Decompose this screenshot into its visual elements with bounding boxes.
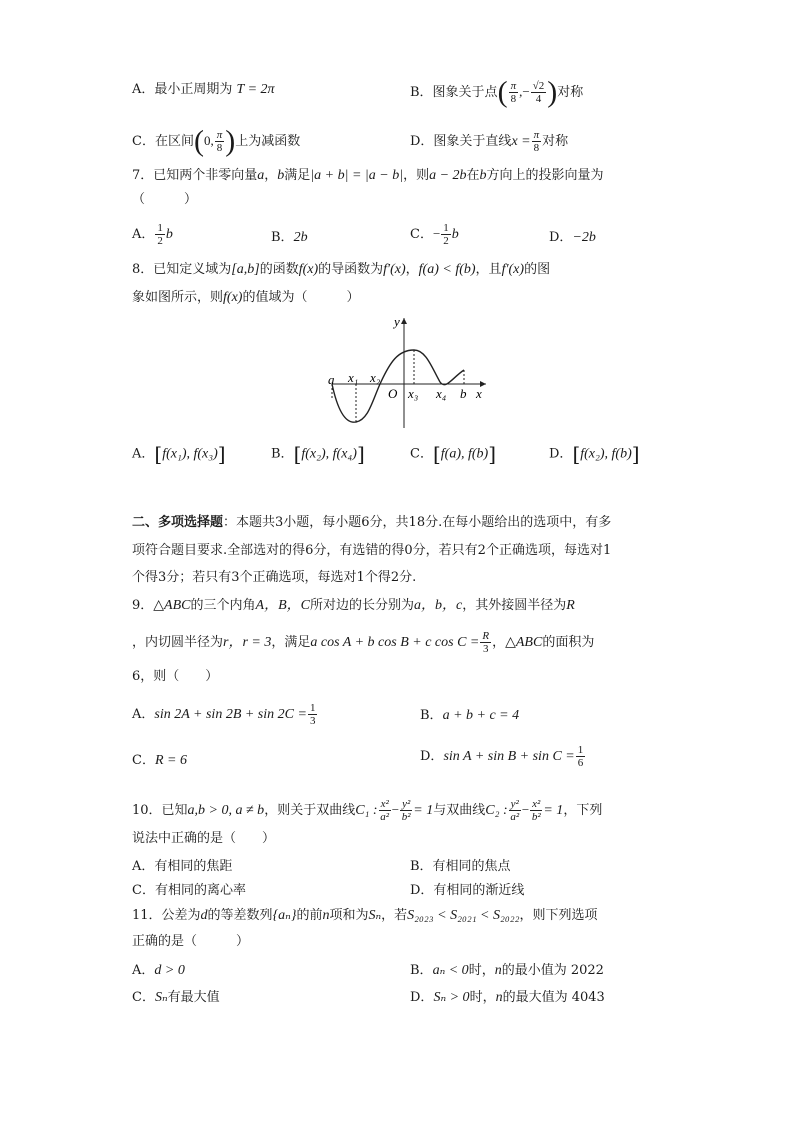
q10-option-c: C．有相同的离心率 xyxy=(132,883,246,898)
option-label: D．图象关于直线 xyxy=(410,134,512,149)
q10-line2: 说法中正确的是（ ） xyxy=(132,831,276,846)
q11-option-b: B．aₙ < 0时，n的最小值为 2022 xyxy=(410,963,604,978)
q8-option-d: D．[f(x₂), f(b)] xyxy=(549,442,640,466)
q9-line1: 9．△ABC的三个内角A，B，C所对边的长分别为a，b，c，其外接圆半径为R xyxy=(132,598,575,613)
q6-option-d: D．图象关于直线x = $\frac{\pi}{8}$ 对称 xyxy=(410,129,569,154)
right-paren: ) xyxy=(547,75,558,109)
origin-label: O xyxy=(388,386,398,401)
q7-option-c: C．− $\frac{1}{2}$ b xyxy=(410,222,459,247)
fraction: $\frac{√2}{4}$ xyxy=(532,80,545,105)
b-label: b xyxy=(460,386,467,401)
section2-line3: 个得3分；若只有3个正确选项，每选对1个得2分. xyxy=(132,570,417,585)
q9-option-b: B．a + b + c = 4 xyxy=(420,708,520,723)
q9-line3: 6，则（ ） xyxy=(132,669,219,684)
q11-option-c: C．Sₙ有最大值 xyxy=(132,990,220,1005)
section2-line2: 项符合题目要求.全部选对的得6分，有选错的得0分，若只有2个正确选项，每选对1 xyxy=(132,543,612,558)
a-label: a xyxy=(328,372,335,387)
y-label: y xyxy=(394,314,400,329)
derivative-graph xyxy=(318,312,493,432)
fraction: $\frac{\pi}{8}$ xyxy=(216,129,223,154)
q6-option-b: B．图象关于点( $\frac{\pi}{8}$ ,− $\frac{√2}{4}$ )对称 xyxy=(410,75,584,109)
q7-option-d: D．−2b xyxy=(549,230,596,245)
x-label: x xyxy=(476,386,482,401)
q9-line2: ，内切圆半径为r，r = 3，满足a cos A + b cos B + c cos C = $\frac{R}{3}$ ，△ABC的面积为 xyxy=(132,630,595,655)
q6-option-c: C．在区间(0, $\frac{\pi}{8}$ )上为减函数 xyxy=(132,124,301,158)
option-label: A．最小正周期为 xyxy=(132,82,233,97)
q11-option-a: A．d > 0 xyxy=(132,963,185,978)
q11-line1: 11．公差为d的等差数列{aₙ}的前n项和为Sₙ，若S₂₀₂₃ < S₂₀₂₁ < S₂₀₂₂，则下列选项 xyxy=(132,908,598,923)
q7-option-b: B．2b xyxy=(271,230,308,245)
x3-label: x₃ xyxy=(408,386,419,401)
q10-option-d: D．有相同的渐近线 xyxy=(410,883,525,898)
q10-line1: 10．已知a,b > 0, a ≠ b，则关于双曲线C₁ : $\frac{\text{x²}}{\text{a²}}$ − $\frac{\text{y²}}{\text{b²}}$ = 1与双曲线C₂ : $\frac{\text{y²}}{\text{a²}}$ − $\frac{\text{x²}}{\text{b²}}$ = 1，下列 xyxy=(132,798,603,823)
option-label: C．在区间 xyxy=(132,134,194,149)
math-expr: T = 2π xyxy=(236,82,275,97)
x4-label: x₄ xyxy=(436,386,447,401)
q7-stem: 7．已知两个非零向量a，b满足|a + b| = |a − b|，则a − 2b在b方向上的投影向量为 xyxy=(132,168,604,183)
q9-option-c: C．R = 6 xyxy=(132,753,187,768)
q9-option-a: A．sin 2A + sin 2B + sin 2C = $\frac{1}{3}$ xyxy=(132,702,316,727)
q8-stem-line2: 象如图所示，则f(x)的值域为（ ） xyxy=(132,290,360,305)
q11-option-d: D．Sₙ > 0时，n的最大值为 4043 xyxy=(410,990,605,1005)
fraction: $\frac{\pi}{8}$ xyxy=(510,80,517,105)
fraction: $\frac{\pi}{8}$ xyxy=(533,129,540,154)
section-title: 二、多项选择题 xyxy=(132,515,224,530)
q10-option-b: B．有相同的焦点 xyxy=(410,859,511,874)
x2-label: x₂ xyxy=(370,370,381,385)
q8-option-a: A．[f(x₁), f(x₃)] xyxy=(132,442,226,466)
option-label: B．图象关于点 xyxy=(410,85,498,100)
q10-option-a: A．有相同的焦距 xyxy=(132,859,233,874)
left-paren: ( xyxy=(497,75,508,109)
q7-option-a: A． $\frac{1}{2}$ b xyxy=(132,222,173,247)
q8-option-b: B．[f(x₂), f(x₄)] xyxy=(271,442,365,466)
q11-line2: 正确的是（ ） xyxy=(132,934,250,949)
q6-option-a xyxy=(132,80,275,100)
q9-option-d: D．sin A + sin B + sin C = $\frac{1}{6}$ xyxy=(420,744,584,769)
q8-stem-line1: 8．已知定义域为[a,b]的函数f(x)的导函数为f′(x)，f(a) < f(b)，且f′(x)的图 xyxy=(132,262,551,277)
section2-line1: 二、多项选择题：本题共3小题，每小题6分，共18分.在每小题给出的选项中，有多 xyxy=(132,515,612,530)
x1-label: x₁ xyxy=(348,370,359,385)
q7-blank: （ ） xyxy=(132,192,198,207)
q8-option-c: C．[f(a), f(b)] xyxy=(410,442,497,466)
